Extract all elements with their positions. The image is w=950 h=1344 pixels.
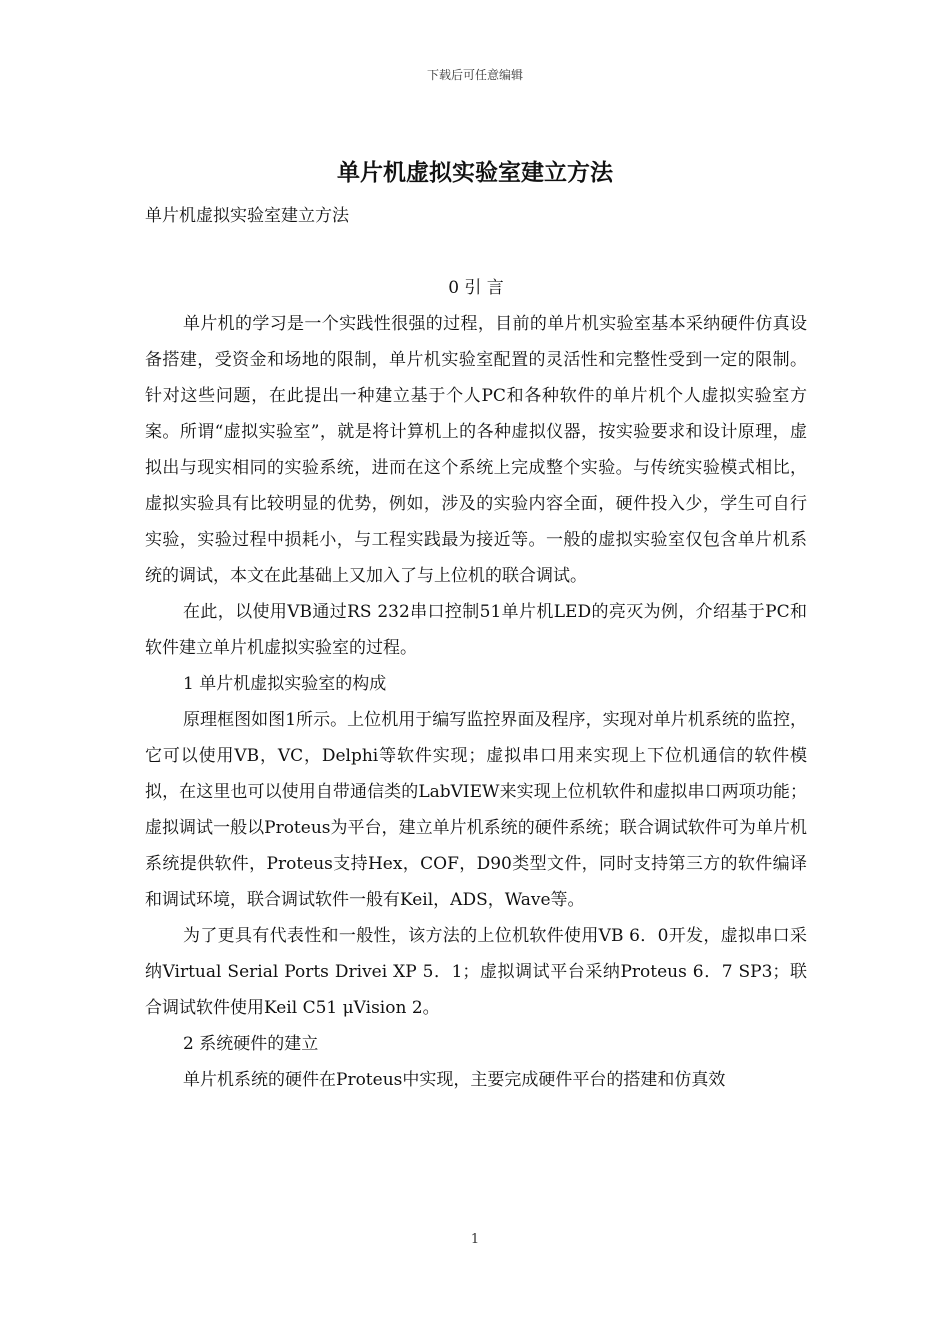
paragraph: 为了更具有代表性和一般性，该方法的上位机软件使用VB 6．0开发，虚拟串口采纳Virtual Serial Ports Drivei XP 5．1；虚拟调试平台采纳Proteus 6．7 SP3；联合调试软件使用Keil C51 μVision 2。 <box>145 926 807 1018</box>
paragraph: 单片机的学习是一个实践性很强的过程，目前的单片机实验室基本采纳硬件仿真设备搭建，受资金和场地的限制，单片机实验室配置的灵活性和完整性受到一定的限制。针对这些问题，在此提出一种建立基于个人PC和各种软件的单片机个人虚拟实验室方案。所谓“虚拟实验室”，就是将计算机上的各种虚拟仪器，按实验要求和设计原理，虚拟出与现实相同的实验系统，进而在这个系统上完成整个实验。与传统实验模式相比，虚拟实验具有比较明显的优势，例如，涉及的实验内容全面，硬件投入少，学生可自行实验，实验过程中损耗小，与工程实践最为接近等。一般的虚拟实验室仅包含单片机系统的调试，本文在此基础上又加入了与上位机的联合调试。 <box>145 314 807 586</box>
page-number: 1 <box>470 1232 480 1247</box>
intro-heading: 0 引 言 <box>448 278 504 298</box>
document-body <box>145 198 807 1098</box>
paragraph: 单片机系统的硬件在Proteus中实现，主要完成硬件平台的搭建和仿真效 <box>183 1070 726 1090</box>
section-heading: 2 系统硬件的建立 <box>183 1034 319 1054</box>
document-title: 单片机虚拟实验室建立方法 <box>337 160 613 186</box>
document-subtitle: 单片机虚拟实验室建立方法 <box>145 206 349 226</box>
paragraph: 在此，以使用VB通过RS 232串口控制51单片机LED的亮灭为例，介绍基于PC和软件建立单片机虚拟实验室的过程。 <box>145 602 807 658</box>
header-note: 下载后可任意编辑 <box>426 68 523 82</box>
paragraph: 原理框图如图1所示。上位机用于编写监控界面及程序，实现对单片机系统的监控，它可以使用VB，VC，Delphi等软件实现；虚拟串口用来实现上下位机通信的软件模拟，在这里也可以使用自带通信类的LabVIEW来实现上位机软件和虚拟串口两项功能；虚拟调试一般以Proteus为平台，建立单片机系统的硬件系统；联合调试软件可为单片机系统提供软件，Proteus支持Hex，COF，D90类型文件，同时支持第三方的软件编译和调试环境，联合调试软件一般有Keil，ADS，Wave等。 <box>145 710 807 910</box>
section-heading: 1 单片机虚拟实验室的构成 <box>183 674 387 694</box>
